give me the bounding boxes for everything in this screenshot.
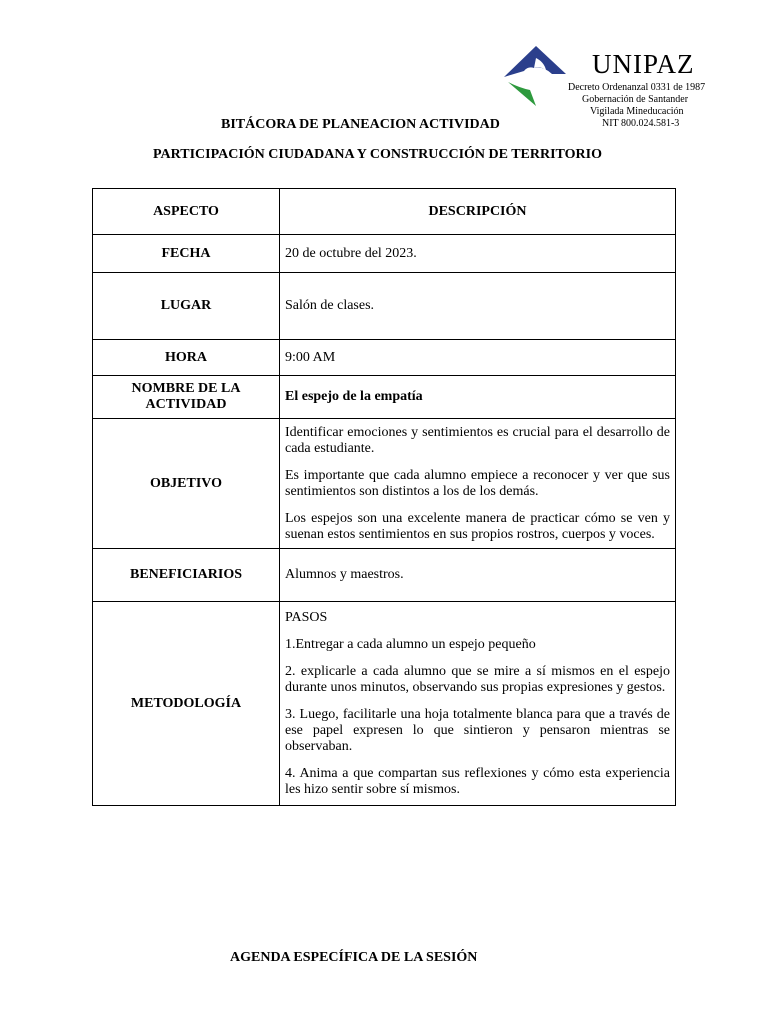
planning-table — [92, 188, 676, 806]
table-row-objetivo — [93, 419, 676, 549]
hora-label: HORA — [93, 340, 280, 376]
header-aspect: ASPECTO — [93, 189, 280, 235]
metodologia-paragraph: PASOS — [285, 609, 328, 625]
metodologia-paragraph: 1.Entregar a cada alumno un espejo pequeño — [285, 636, 536, 652]
table-row-metodologia — [93, 602, 676, 806]
agenda-heading: AGENDA ESPECÍFICA DE LA SESIÓN — [230, 950, 478, 965]
logo-line: Decreto Ordenanzal 0331 de 1987 — [568, 82, 706, 93]
logo-line: Gobernación de Santander — [582, 94, 689, 105]
metodologia-value — [280, 602, 676, 806]
document-subtitle: PARTICIPACIÓN CIUDADANA Y CONSTRUCCIÓN DE TERRITORIO — [153, 147, 602, 162]
metodologia-paragraph: 3. Luego, facilitarle una hoja totalmente blanca para que a través de ese papel expresen lo que sintieron y pensaron mientras se observaban. — [285, 706, 670, 754]
lugar-value: Salón de clases. — [280, 273, 676, 340]
fecha-value: 20 de octubre del 2023. — [280, 235, 676, 273]
table-row-lugar — [93, 273, 676, 340]
logo-name: UNIPAZ — [592, 49, 695, 79]
table-header-row — [93, 189, 676, 235]
objetivo-label: OBJETIVO — [93, 419, 280, 549]
objetivo-paragraph: Identificar emociones y sentimientos es crucial para el desarrollo de cada estudiante. — [285, 424, 670, 456]
lugar-label: LUGAR — [93, 273, 280, 340]
table-row-beneficiarios — [93, 549, 676, 602]
objetivo-paragraph: Los espejos son una excelente manera de practicar cómo se ven y suenan estos sentimientos en sus propios rostros, cuerpos y voces. — [285, 510, 670, 542]
unipaz-logo — [500, 44, 730, 134]
unipaz-bird-icon — [500, 44, 568, 108]
objetivo-paragraph: Es importante que cada alumno empiece a reconocer y ver que sus sentimientos son distintos a los de los demás. — [285, 467, 670, 499]
fecha-label: FECHA — [93, 235, 280, 273]
table-row-fecha — [93, 235, 676, 273]
table-row-hora — [93, 340, 676, 376]
logo-line: NIT 800.024.581-3 — [602, 118, 680, 129]
metodologia-label: METODOLOGÍA — [93, 602, 280, 806]
logo-line: Vigilada Mineducación — [590, 106, 684, 117]
metodologia-paragraph: 2. explicarle a cada alumno que se mire a sí mismos en el espejo durante unos minutos, observando sus propias expresiones y gestos. — [285, 663, 670, 695]
table-row-nombre — [93, 376, 676, 419]
beneficiarios-value: Alumnos y maestros. — [280, 549, 676, 602]
document-title: BITÁCORA DE PLANEACION ACTIVIDAD — [221, 117, 500, 132]
nombre-value: El espejo de la empatía — [280, 376, 676, 419]
objetivo-value — [280, 419, 676, 549]
header-description: DESCRIPCIÓN — [280, 189, 676, 235]
hora-value: 9:00 AM — [280, 340, 676, 376]
nombre-label: NOMBRE DE LA ACTIVIDAD — [93, 376, 280, 419]
beneficiarios-label: BENEFICIARIOS — [93, 549, 280, 602]
metodologia-paragraph: 4. Anima a que compartan sus reflexiones y cómo esta experiencia les hizo sentir sobre sí mismos. — [285, 765, 670, 797]
